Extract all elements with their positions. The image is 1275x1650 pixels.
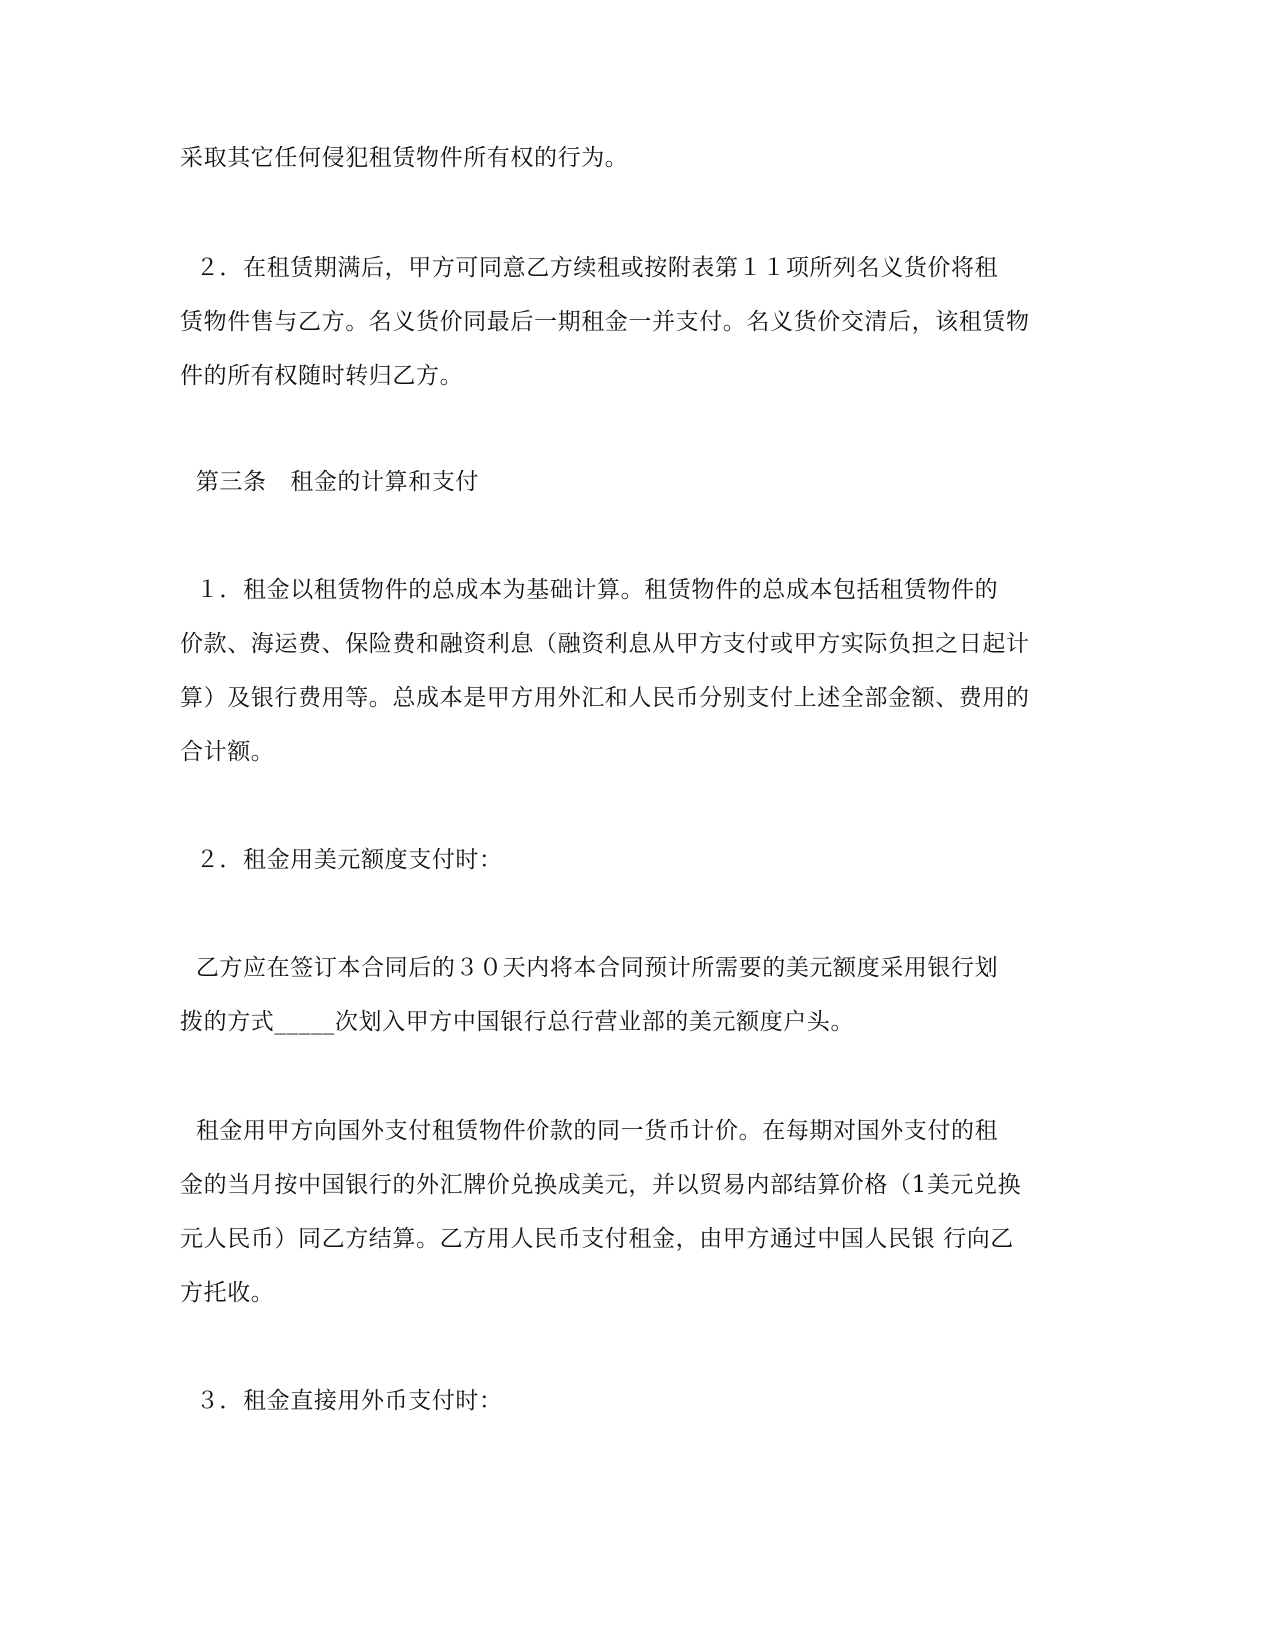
paragraph-line-10: 乙方应在签订本合同后的３０天内将本合同预计所需要的美元额度采用银行划 xyxy=(180,955,999,981)
paragraph-line-5: １．租金以租赁物件的总成本为基础计算。租赁物件的总成本包括租赁物件的 xyxy=(180,577,999,603)
section-heading: 第三条 租金的计算和支付 xyxy=(180,469,480,495)
paragraph-line-6: 价款、海运费、保险费和融资利息（融资利息从甲方支付或甲方实际负担之日起计 xyxy=(180,631,1030,657)
paragraph-line-14: 元人民币）同乙方结算。乙方用人民币支付租金，由甲方通过中国人民银 行向乙 xyxy=(180,1226,1014,1252)
paragraph-line-3: 赁物件售与乙方。名义货价同最后一期租金一并支付。名义货价交清后，该租赁物 xyxy=(180,309,1030,335)
paragraph-line-12: 租金用甲方向国外支付租赁物件价款的同一货币计价。在每期对国外支付的租 xyxy=(180,1118,999,1144)
paragraph-line-2: ２．在租赁期满后，甲方可同意乙方续租或按附表第１１项所列名义货价将租 xyxy=(180,255,999,281)
paragraph-line-9: ２．租金用美元额度支付时： xyxy=(180,847,503,873)
paragraph-line-4: 件的所有权随时转归乙方。 xyxy=(180,363,464,389)
paragraph-line-11: 拨的方式_____次划入甲方中国银行总行营业部的美元额度户头。 xyxy=(180,1009,855,1035)
paragraph-line-16: ３．租金直接用外币支付时： xyxy=(180,1388,503,1414)
paragraph-line-7: 算）及银行费用等。总成本是甲方用外汇和人民币分别支付上述全部金额、费用的 xyxy=(180,685,1030,711)
paragraph-line-13: 金的当月按中国银行的外汇牌价兑换成美元，并以贸易内部结算价格（1美元兑换 xyxy=(180,1172,1022,1198)
paragraph-line-8: 合计额。 xyxy=(180,739,275,765)
paragraph-line-1: 采取其它任何侵犯租赁物件所有权的行为。 xyxy=(180,145,629,171)
paragraph-line-15: 方托收。 xyxy=(180,1280,275,1306)
